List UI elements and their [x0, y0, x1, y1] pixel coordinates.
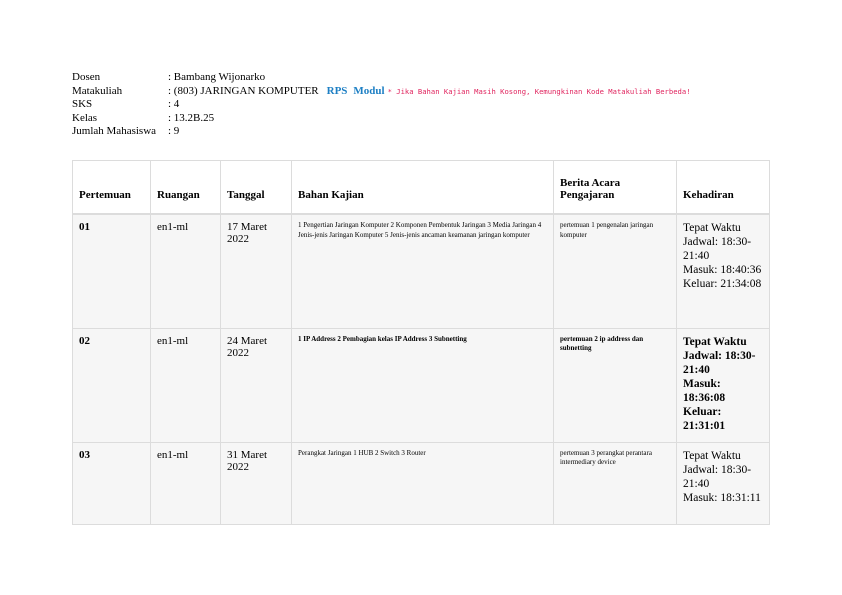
kehadiran-keluar: Keluar: 21:34:08: [683, 278, 762, 290]
kehadiran-status: Tepat Waktu: [683, 449, 741, 462]
meetings-table: [72, 160, 770, 525]
jumlah-value: : 9: [168, 125, 180, 137]
kelas-label: Kelas: [72, 111, 98, 124]
kelas-value: : 13.2B.25: [168, 111, 215, 124]
jumlah-label: Jumlah Mahasiswa: [72, 125, 157, 137]
dosen-row: [72, 71, 691, 85]
matakuliah-value: : (803) JARINGAN KOMPUTER: [168, 84, 319, 97]
cell-kehadiran: [677, 214, 770, 328]
col-header-pertemuan: Pertemuan: [73, 161, 151, 215]
matakuliah-label: Matakuliah: [72, 84, 123, 97]
cell-pertemuan: 01: [73, 214, 151, 328]
col-header-kehadiran: Kehadiran: [677, 161, 770, 215]
cell-ruangan: en1-ml: [151, 328, 221, 442]
cell-bahan-kajian: Perangkat Jaringan 1 HUB 2 Switch 3 Router: [292, 442, 554, 524]
kehadiran-keluar: Keluar: 21:31:01: [683, 405, 726, 432]
cell-kehadiran: [677, 328, 770, 442]
cell-tanggal: 24 Maret 2022: [221, 328, 292, 442]
sks-row: [72, 98, 691, 112]
kehadiran-status: Tepat Waktu: [683, 222, 741, 234]
jumlah-row: [72, 125, 691, 139]
cell-pertemuan: 03: [73, 442, 151, 524]
kehadiran-jadwal: Jadwal: 18:30-21:40: [683, 349, 756, 376]
matakuliah-row: [72, 85, 691, 99]
cell-kehadiran: [677, 442, 770, 524]
cell-bahan-kajian: 1 Pengertian Jaringan Komputer 2 Komponen Pembentuk Jaringan 3 Media Jaringan 4 Jenis-jenis Jaringan Komputer 5 Jenis-jenis ancaman keamanan jaringan komputer: [292, 214, 554, 328]
kehadiran-masuk: Masuk: 18:31:11: [683, 491, 761, 504]
course-info: [72, 71, 691, 139]
kehadiran-status: Tepat Waktu: [683, 335, 747, 348]
kehadiran-jadwal: Jadwal: 18:30-21:40: [683, 236, 752, 262]
cell-pertemuan: 02: [73, 328, 151, 442]
kehadiran-masuk: Masuk: 18:36:08: [683, 377, 726, 404]
table-row: [73, 442, 770, 524]
col-header-tanggal: Tanggal: [221, 161, 292, 215]
kehadiran-jadwal: Jadwal: 18:30-21:40: [683, 463, 752, 490]
sks-value: : 4: [168, 98, 180, 110]
cell-ruangan: en1-ml: [151, 214, 221, 328]
kelas-row: [72, 112, 691, 126]
warning-note: * Jika Bahan Kajian Masih Kosong, Kemungkinan Kode Matakuliah Berbeda!: [387, 86, 691, 96]
table-header-row: [73, 161, 770, 215]
col-header-bahan-kajian: Bahan Kajian: [292, 161, 554, 215]
cell-bahan-kajian: 1 IP Address 2 Pembagian kelas IP Address 3 Subnetting: [292, 328, 554, 442]
table-row: [73, 328, 770, 442]
dosen-label: Dosen: [72, 71, 101, 83]
col-header-berita-acara: Berita Acara Pengajaran: [554, 161, 677, 215]
cell-berita-acara: pertemuan 2 ip address dan subnetting: [554, 328, 677, 442]
cell-ruangan: en1-ml: [151, 442, 221, 524]
cell-berita-acara: pertemuan 1 pengenalan jaringan komputer: [554, 214, 677, 328]
cell-tanggal: 17 Maret 2022: [221, 214, 292, 328]
modul-link[interactable]: Modul: [353, 84, 385, 97]
col-header-ruangan: Ruangan: [151, 161, 221, 215]
rps-link[interactable]: RPS: [326, 84, 348, 97]
sks-label: SKS: [72, 98, 93, 110]
cell-tanggal: 31 Maret 2022: [221, 442, 292, 524]
table-row: [73, 214, 770, 328]
kehadiran-masuk: Masuk: 18:40:36: [683, 264, 762, 276]
dosen-value: : Bambang Wijonarko: [168, 71, 266, 83]
cell-berita-acara: pertemuan 3 perangkat perantara intermediary device: [554, 442, 677, 524]
